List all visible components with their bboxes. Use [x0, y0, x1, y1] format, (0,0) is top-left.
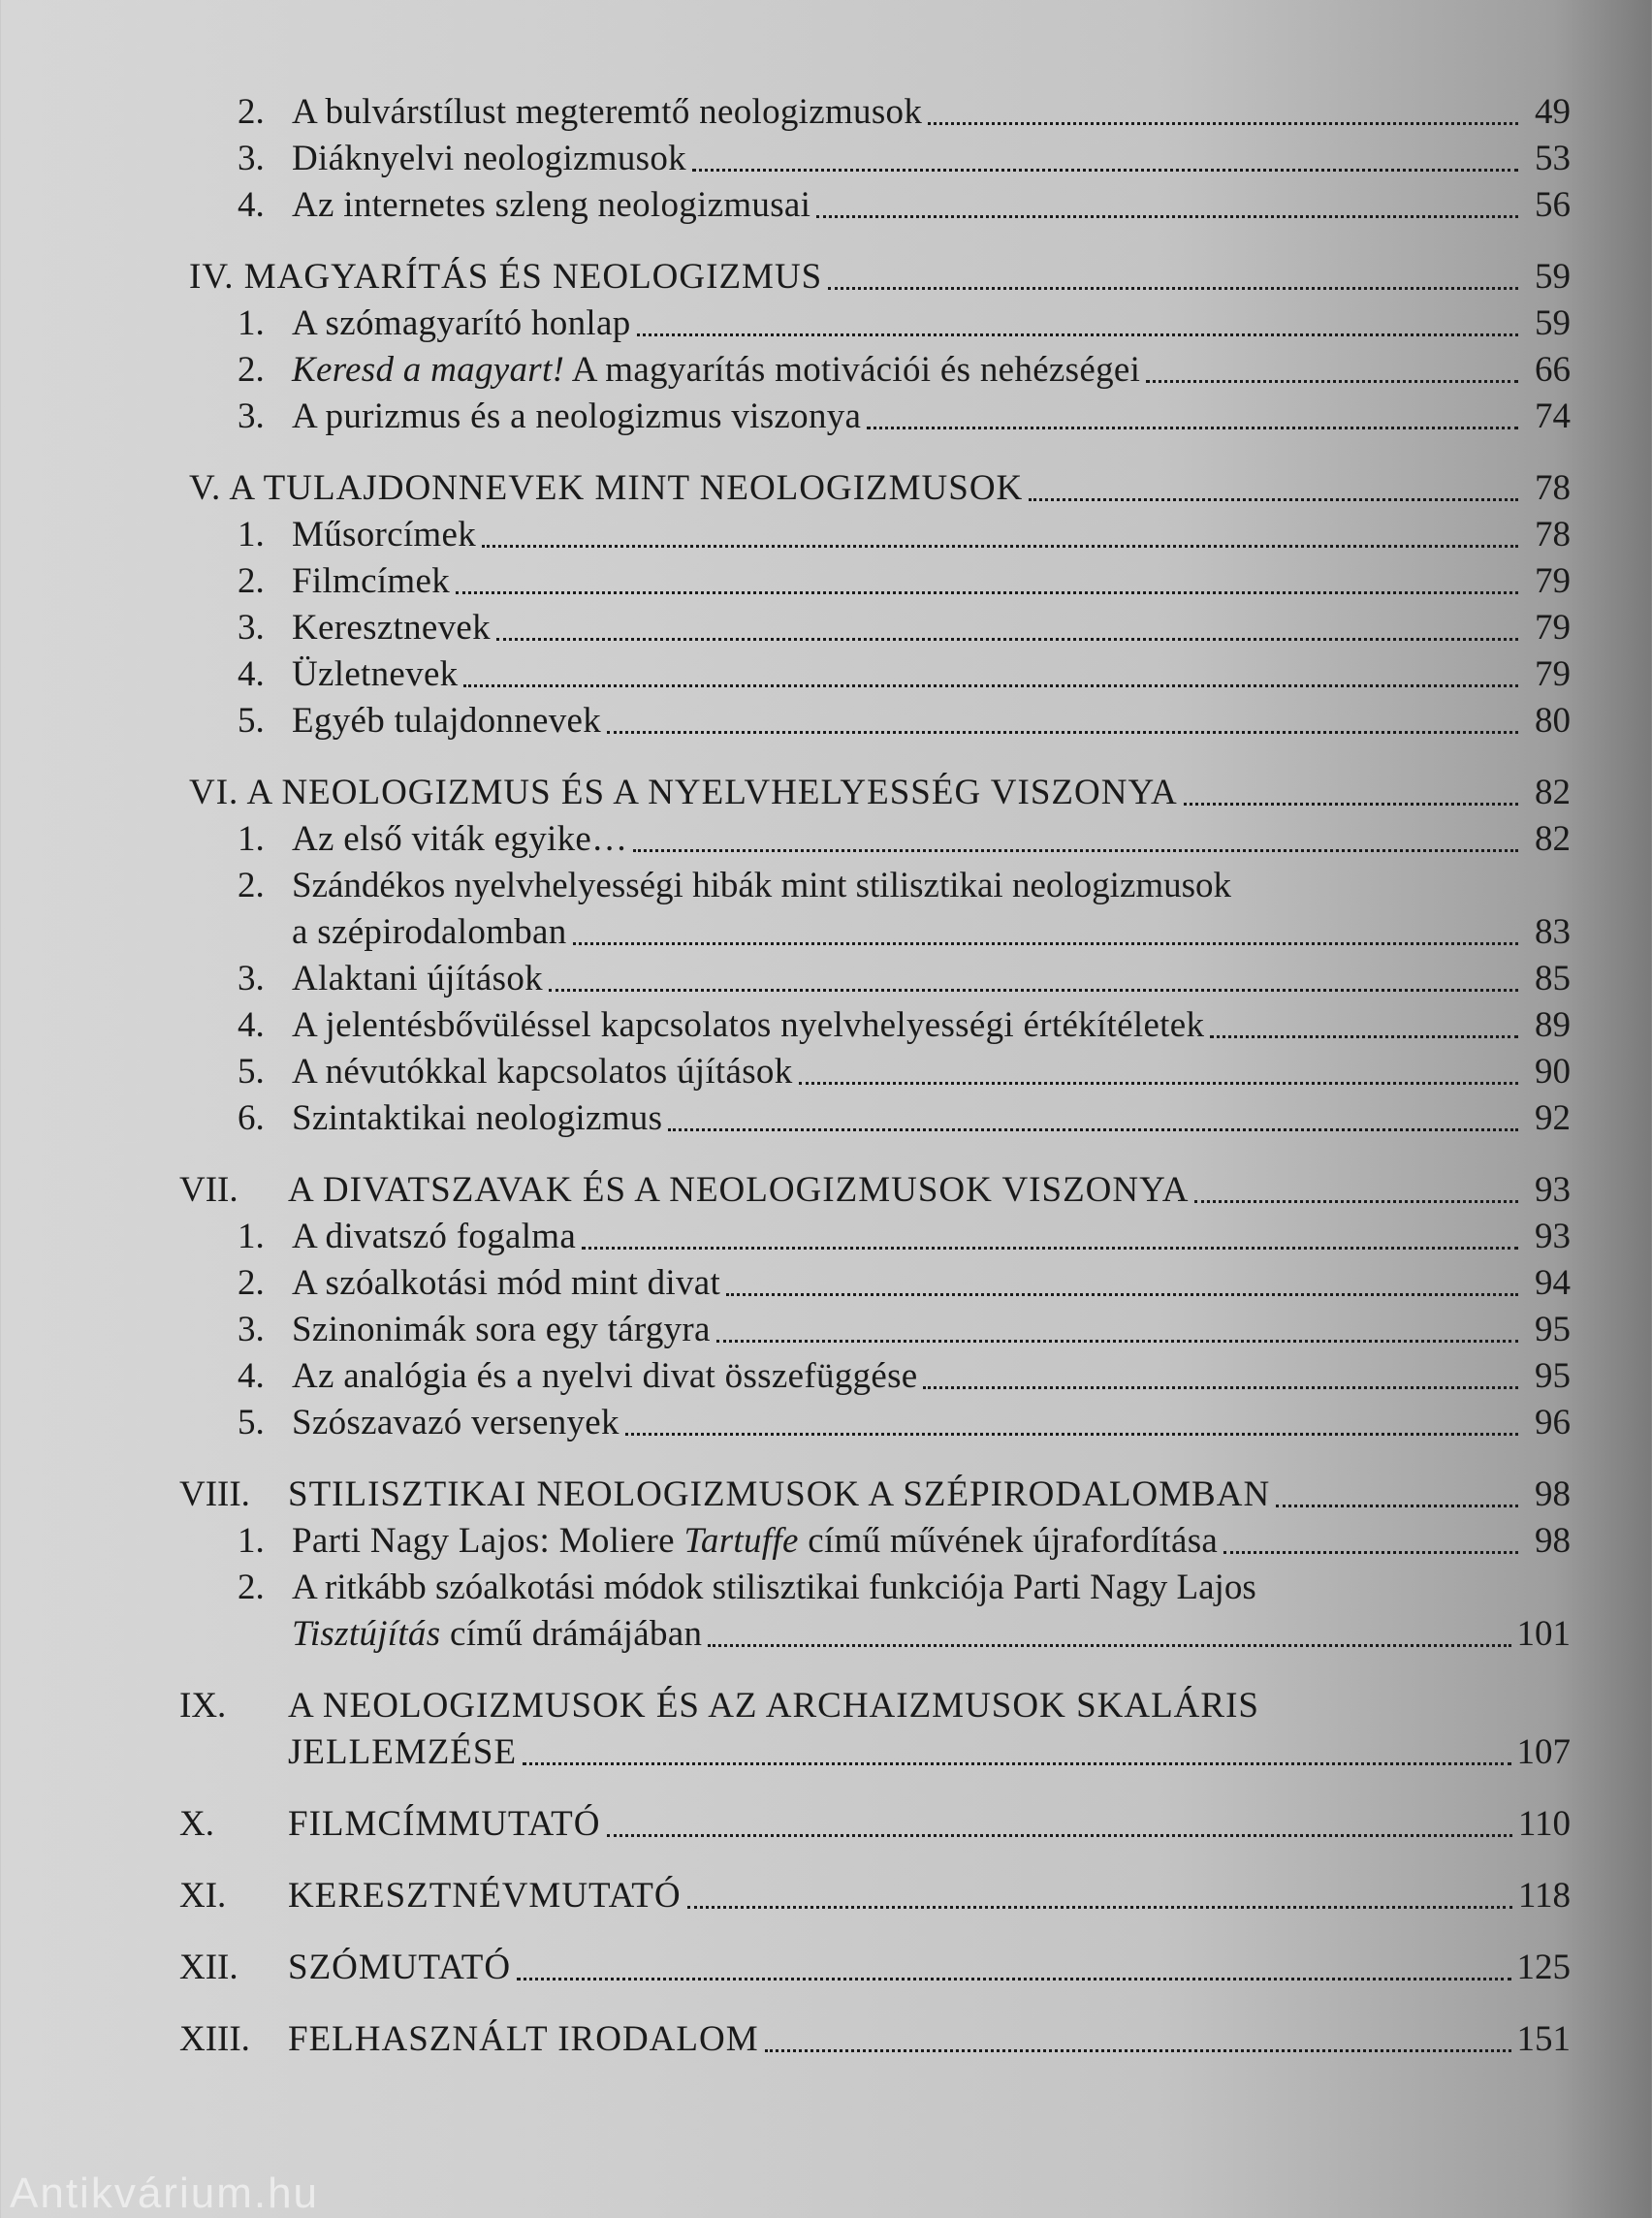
toc-title: [292, 558, 450, 605]
page-number: 98: [1535, 1521, 1571, 1561]
toc-entry: [179, 1472, 1571, 1518]
toc-title-text: Az analógia és a nyelvi divat összefüggése: [292, 1356, 918, 1396]
toc-title: [292, 698, 601, 745]
page-number: 96: [1535, 1403, 1571, 1442]
toc-line: [292, 1611, 1571, 1658]
toc-line: [292, 347, 1571, 394]
toc-line: [292, 558, 1571, 605]
toc-title-text: A DIVATSZAVAK ÉS A NEOLOGIZMUSOK VISZONYA: [288, 1170, 1190, 1210]
dot-leader: [687, 1906, 1512, 1909]
toc-number: 4.: [238, 1356, 265, 1396]
toc-number: 2.: [238, 1568, 265, 1607]
toc-number: VI.: [189, 773, 239, 812]
dot-leader: [523, 1762, 1510, 1765]
toc-title: [288, 1729, 517, 1776]
page-number: 90: [1535, 1052, 1571, 1092]
page-number: 92: [1535, 1098, 1571, 1138]
toc-title-text: A szóalkotási mód mint divat: [292, 1263, 721, 1303]
page-number: 79: [1535, 561, 1571, 601]
toc-number: 2.: [238, 1263, 265, 1303]
dot-leader: [1223, 1551, 1518, 1554]
dot-leader: [923, 1386, 1518, 1389]
toc-title: [288, 1472, 1270, 1518]
toc-body: [292, 1214, 1571, 1260]
toc-entry: [179, 512, 1571, 558]
toc-line: [292, 1518, 1571, 1565]
page-number: 118: [1517, 1876, 1571, 1916]
dot-leader: [1146, 380, 1518, 383]
toc-line: [292, 816, 1571, 863]
toc-number: VII.: [179, 1170, 238, 1210]
toc-body: [292, 605, 1571, 651]
dot-leader: [1184, 803, 1518, 806]
toc-title-text: A magyarítás motivációi és nehézségei: [564, 350, 1141, 390]
toc-body: [292, 1565, 1571, 1658]
page-number: 95: [1535, 1356, 1571, 1396]
toc-entry: [189, 254, 1571, 301]
page-number: 85: [1535, 959, 1571, 998]
dot-leader: [692, 169, 1518, 172]
toc-number: XI.: [179, 1876, 227, 1916]
toc-number: 6.: [238, 1098, 265, 1138]
dot-leader: [1210, 1035, 1518, 1038]
toc-title-text: A szómagyarító honlap: [292, 303, 631, 343]
dot-leader: [633, 849, 1518, 852]
toc-entry: [179, 956, 1571, 1002]
table-of-contents: [179, 89, 1571, 2063]
toc-entry: [179, 1167, 1571, 1214]
dot-leader: [1029, 498, 1518, 501]
toc-number: 2.: [238, 350, 265, 390]
toc-body: [292, 698, 1571, 745]
toc-body: [292, 512, 1571, 558]
toc-body: [292, 89, 1571, 136]
toc-line: [189, 465, 1571, 512]
page-number: 98: [1535, 1474, 1571, 1514]
toc-line: [288, 1873, 1571, 1919]
toc-title: [288, 2016, 759, 2063]
dot-leader: [799, 1082, 1518, 1085]
dot-leader: [607, 731, 1518, 734]
dot-leader: [463, 684, 1518, 687]
toc-body: [292, 136, 1571, 182]
page-number: 49: [1535, 92, 1571, 132]
toc-number: 1.: [238, 1217, 265, 1256]
toc-title: [292, 1260, 720, 1307]
page-number: 79: [1535, 608, 1571, 648]
toc-number: 1.: [238, 303, 265, 343]
toc-number: VIII.: [179, 1474, 250, 1514]
toc-title-text: Üzletnevek: [292, 654, 459, 694]
page-number: 82: [1535, 819, 1571, 859]
toc-title-text: JELLEMZÉSE: [288, 1732, 518, 1772]
page-number: 83: [1535, 912, 1571, 952]
dot-leader: [496, 638, 1518, 641]
toc-line: [292, 956, 1571, 1002]
toc-body: [288, 1945, 1571, 1991]
toc-entry: [179, 1518, 1571, 1565]
toc-body: [292, 1049, 1571, 1095]
toc-entry: [179, 1214, 1571, 1260]
toc-title: [292, 816, 627, 863]
toc-line: [288, 1945, 1571, 1991]
toc-title: [292, 394, 861, 440]
toc-title-text: Szószavazó versenyek: [292, 1403, 620, 1442]
dot-leader: [625, 1433, 1518, 1436]
toc-line: [288, 1472, 1571, 1518]
toc-number: 1.: [238, 819, 265, 859]
toc-entry: [189, 465, 1571, 512]
toc-title-text: Műsorcímek: [292, 515, 477, 554]
toc-number: 5.: [238, 1052, 265, 1092]
toc-number: 3.: [238, 959, 265, 998]
toc-entry: [179, 1095, 1571, 1142]
toc-title-text: Szintaktikai neologizmus: [292, 1098, 663, 1138]
toc-title-text: FILMCÍMMUTATÓ: [288, 1804, 601, 1844]
toc-title-text: A NEOLOGIZMUS ÉS A NYELVHELYESSÉG VISZONYA: [246, 773, 1178, 812]
toc-body: [292, 1307, 1571, 1353]
toc-line: [292, 89, 1571, 136]
toc-body: [292, 651, 1571, 698]
toc-line: [288, 1167, 1571, 1214]
toc-line: [292, 182, 1571, 229]
toc-number: XII.: [179, 1948, 238, 1987]
page-number: 53: [1535, 139, 1571, 178]
toc-entry: [179, 1565, 1571, 1658]
toc-title: [292, 1400, 620, 1446]
toc-title: [292, 512, 476, 558]
dot-leader: [867, 427, 1518, 429]
toc-body: [292, 816, 1571, 863]
toc-line: [292, 909, 1571, 956]
toc-body: [292, 558, 1571, 605]
toc-line: [292, 301, 1571, 347]
toc-title: [292, 1049, 793, 1095]
toc-line: [292, 605, 1571, 651]
toc-entry: [179, 1049, 1571, 1095]
dot-leader: [456, 591, 1518, 594]
dot-leader: [828, 287, 1518, 290]
toc-title: [292, 1353, 917, 1400]
page-number: 59: [1535, 257, 1571, 297]
page-number: 93: [1535, 1170, 1571, 1210]
toc-title-line: Szándékos nyelvhelyességi hibák mint stilisztikai neologizmusok: [292, 866, 1232, 905]
toc-title: [189, 254, 822, 301]
toc-body: [292, 1353, 1571, 1400]
toc-body: [292, 1002, 1571, 1049]
dot-leader: [607, 1834, 1512, 1837]
dot-leader: [716, 1340, 1518, 1343]
toc-title-text: Egyéb tulajdonnevek: [292, 701, 602, 741]
toc-line: [288, 2016, 1571, 2063]
toc-title: [292, 1307, 711, 1353]
dot-leader: [582, 1247, 1518, 1250]
toc-line: [189, 254, 1571, 301]
toc-title-text: Keresztnevek: [292, 608, 491, 648]
toc-body: [292, 863, 1571, 956]
toc-title: [292, 1095, 662, 1142]
page-number: 101: [1516, 1614, 1571, 1654]
toc-line: [292, 1049, 1571, 1095]
toc-line: [292, 394, 1571, 440]
toc-number: IV.: [189, 257, 235, 297]
dot-leader: [549, 989, 1518, 992]
toc-number: 4.: [238, 1005, 265, 1045]
toc-entry: [179, 1873, 1571, 1919]
toc-title: [292, 909, 567, 956]
toc-title-text: című drámájában: [440, 1614, 703, 1654]
toc-title-text: KERESZTNÉVMUTATÓ: [288, 1876, 682, 1916]
toc-entry: [179, 816, 1571, 863]
toc-title: [292, 1214, 576, 1260]
page-number: 74: [1535, 396, 1571, 436]
toc-line: [292, 1400, 1571, 1446]
page-number: 66: [1535, 350, 1571, 390]
toc-entry: [179, 2016, 1571, 2063]
toc-entry: [179, 301, 1571, 347]
toc-entry: [179, 394, 1571, 440]
dot-leader: [928, 122, 1518, 125]
toc-body: [292, 1095, 1571, 1142]
toc-title-text: STILISZTIKAI NEOLOGIZMUSOK A SZÉPIRODALOMBAN: [288, 1474, 1271, 1514]
page-number: 59: [1535, 303, 1571, 343]
page-number: 151: [1516, 2019, 1571, 2059]
toc-entry: [179, 1307, 1571, 1353]
toc-body: [292, 1518, 1571, 1565]
toc-title-text: A TULAJDONNEVEK MINT NEOLOGIZMUSOK: [229, 468, 1024, 508]
toc-title: [292, 89, 922, 136]
dot-leader: [816, 215, 1518, 218]
toc-title-italic: Keresd a magyart!: [292, 350, 565, 390]
toc-body: [288, 1873, 1571, 1919]
dot-leader: [517, 1978, 1510, 1980]
toc-title-text: Szinonimák sora egy tárgyra: [292, 1310, 711, 1349]
toc-number: 1.: [238, 515, 265, 554]
toc-title: [288, 1873, 682, 1919]
page-number: 110: [1517, 1804, 1571, 1844]
toc-number: 3.: [238, 139, 265, 178]
toc-number: IX.: [179, 1686, 227, 1726]
toc-entry: [179, 1801, 1571, 1848]
toc-number: 4.: [238, 185, 265, 225]
toc-number: 2.: [238, 561, 265, 601]
dot-leader: [726, 1293, 1518, 1296]
toc-title: [292, 1611, 702, 1658]
toc-title: [292, 182, 810, 229]
toc-line: [292, 1214, 1571, 1260]
toc-body: [288, 1683, 1571, 1776]
page-number: 78: [1535, 515, 1571, 554]
toc-title-text: Parti Nagy Lajos: Moliere: [292, 1521, 684, 1561]
toc-title-italic: Tisztújítás: [292, 1614, 441, 1654]
toc-entry: [179, 182, 1571, 229]
page-number: 80: [1535, 701, 1571, 741]
toc-entry: [179, 1945, 1571, 1991]
toc-title-text: Alaktani újítások: [292, 959, 543, 998]
toc-number: 5.: [238, 1403, 265, 1442]
toc-title-text: A bulvárstílust megteremtő neologizmusok: [292, 92, 923, 132]
toc-number: 3.: [238, 396, 265, 436]
toc-entry: [179, 89, 1571, 136]
toc-title: [292, 1002, 1204, 1049]
toc-number: 1.: [238, 1521, 265, 1561]
page-number: 94: [1535, 1263, 1571, 1303]
toc-line: [292, 1095, 1571, 1142]
toc-title: [292, 136, 686, 182]
toc-number: X.: [179, 1804, 214, 1844]
toc-entry: [179, 605, 1571, 651]
toc-line: [288, 1729, 1571, 1776]
toc-entry: [179, 1260, 1571, 1307]
toc-body: [288, 2016, 1571, 2063]
toc-line: [292, 1002, 1571, 1049]
toc-title-line: A ritkább szóalkotási módok stilisztikai funkciója Parti Nagy Lajos: [292, 1568, 1256, 1607]
toc-title-italic: Tartuffe: [683, 1521, 799, 1561]
toc-number: 2.: [238, 92, 265, 132]
toc-title-text: Az első viták egyike…: [292, 819, 628, 859]
toc-entry: [179, 1683, 1571, 1776]
toc-number: 3.: [238, 608, 265, 648]
toc-entry: [179, 863, 1571, 956]
toc-body: [288, 1801, 1571, 1848]
dot-leader: [708, 1644, 1510, 1647]
page-number: 125: [1516, 1948, 1571, 1987]
page-number: 93: [1535, 1217, 1571, 1256]
toc-body: [292, 347, 1571, 394]
dot-leader: [573, 942, 1518, 945]
toc-title: [292, 347, 1140, 394]
toc-title-text: SZÓMUTATÓ: [288, 1948, 512, 1987]
toc-title-text: A divatszó fogalma: [292, 1217, 577, 1256]
toc-title-text: Filmcímek: [292, 561, 451, 601]
toc-entry: [189, 770, 1571, 816]
dot-leader: [482, 545, 1518, 548]
toc-title-text: FELHASZNÁLT IRODALOM: [288, 2019, 759, 2059]
toc-title: [288, 1801, 601, 1848]
toc-title: [189, 465, 1023, 512]
watermark: Antikvárium.hu: [10, 2170, 320, 2217]
toc-line: [189, 770, 1571, 816]
toc-line: [292, 1353, 1571, 1400]
toc-line: [292, 698, 1571, 745]
toc-body: [292, 1260, 1571, 1307]
toc-entry: [179, 651, 1571, 698]
dot-leader: [1276, 1505, 1518, 1507]
toc-line: [288, 1801, 1571, 1848]
page-number: 79: [1535, 654, 1571, 694]
toc-line: [292, 512, 1571, 558]
dot-leader: [765, 2049, 1511, 2052]
toc-number: 4.: [238, 654, 265, 694]
toc-title: [292, 1518, 1218, 1565]
page-number: 95: [1535, 1310, 1571, 1349]
toc-line: [292, 651, 1571, 698]
toc-title-text: a szépirodalomban: [292, 912, 567, 952]
toc-title: [288, 1167, 1189, 1214]
toc-entry: [179, 1400, 1571, 1446]
page-number: 56: [1535, 185, 1571, 225]
toc-title: [189, 770, 1178, 816]
toc-title-text: A jelentésbővüléssel kapcsolatos nyelvhelyességi értékítéletek: [292, 1005, 1205, 1045]
toc-number: V.: [189, 468, 222, 508]
toc-title: [292, 301, 631, 347]
dot-leader: [637, 333, 1518, 336]
toc-entry: [179, 558, 1571, 605]
toc-title-text: MAGYARÍTÁS ÉS NEOLOGIZMUS: [243, 257, 823, 297]
page-number: 107: [1516, 1732, 1571, 1772]
toc-entry: [179, 698, 1571, 745]
toc-body: [288, 1167, 1571, 1214]
toc-title-text: A névutókkal kapcsolatos újítások: [292, 1052, 793, 1092]
toc-body: [292, 1400, 1571, 1446]
toc-title: [292, 651, 458, 698]
toc-number: 3.: [238, 1310, 265, 1349]
toc-line: [292, 1307, 1571, 1353]
dot-leader: [1194, 1200, 1518, 1203]
toc-number: XIII.: [179, 2019, 250, 2059]
toc-number: 2.: [238, 866, 265, 905]
toc-entry: [179, 1353, 1571, 1400]
toc-body: [292, 394, 1571, 440]
toc-title-text: A purizmus és a neologizmus viszonya: [292, 396, 862, 436]
toc-entry: [179, 1002, 1571, 1049]
page-number: 82: [1535, 773, 1571, 812]
toc-entry: [179, 347, 1571, 394]
toc-body: [292, 956, 1571, 1002]
toc-title-text: Diáknyelvi neologizmusok: [292, 139, 686, 178]
toc-body: [288, 1472, 1571, 1518]
toc-title-text: című művének újrafordítása: [798, 1521, 1219, 1561]
toc-title: [292, 956, 543, 1002]
dot-leader: [668, 1128, 1518, 1131]
toc-entry: [179, 136, 1571, 182]
toc-body: [292, 182, 1571, 229]
toc-line: [292, 136, 1571, 182]
toc-title: [292, 605, 491, 651]
toc-title-line: A NEOLOGIZMUSOK ÉS AZ ARCHAIZMUSOK SKALÁRIS: [288, 1686, 1259, 1726]
toc-title: [288, 1945, 511, 1991]
toc-title-text: Az internetes szleng neologizmusai: [292, 185, 811, 225]
page-number: 78: [1535, 468, 1571, 508]
toc-body: [292, 301, 1571, 347]
page-number: 89: [1535, 1005, 1571, 1045]
toc-line: [292, 1260, 1571, 1307]
toc-number: 5.: [238, 701, 265, 741]
